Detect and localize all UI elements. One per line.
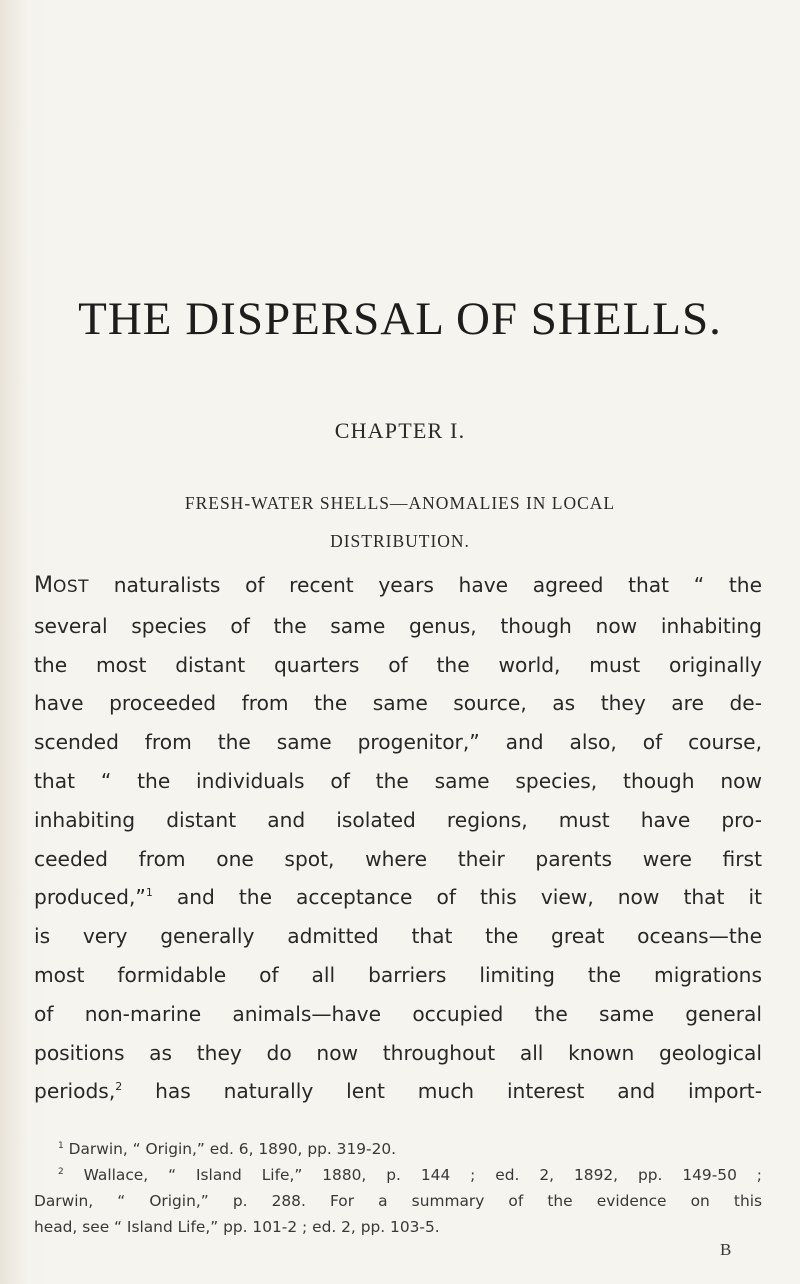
text-line: have proceeded from the same source, as they are de- [34, 691, 762, 716]
text-line: is very generally admitted that the great oceans—the [34, 924, 762, 949]
footnote-2-continued: Darwin, “ Origin,” p. 288. For a summary of the evidence on this [34, 1192, 762, 1210]
text-line: scended from the same progenitor,” and also, of course, [34, 730, 762, 755]
text-line [34, 566, 762, 607]
text-line: most formidable of all barriers limiting the migrations [34, 962, 762, 987]
text-line: several species of the same genus, though now inhabiting [34, 613, 762, 638]
footnote-reference: 2 [115, 1080, 123, 1094]
text-line: positions as they do now throughout all known geological [34, 1040, 762, 1065]
text-segment: produced,” [34, 885, 146, 910]
footnote-mark: 1 [58, 1141, 64, 1151]
chapter-subtitle [60, 484, 740, 560]
text-segment: periods, [34, 1079, 116, 1104]
text-segment: naturalists of recent years have agreed that “ the [89, 573, 762, 597]
small-caps-word: OST [52, 577, 90, 597]
text-segment: and the acceptance of this view, now that it [152, 885, 762, 910]
body-text [34, 566, 762, 1111]
signature-mark: B [720, 1240, 732, 1259]
text-line [34, 878, 762, 917]
footnote-2-continued: head, see “ Island Life,” pp. 101-2 ; ed. 2, pp. 103-5. [34, 1218, 440, 1236]
text-line [34, 1072, 762, 1111]
text-segment: has naturally lent much interest and import- [122, 1079, 762, 1104]
footnote-text: Wallace, “ Island Life,” 1880, p. 144 ; ed. 2, 1892, pp. 149-50 ; [63, 1166, 762, 1184]
book-title: THE DISPERSAL OF SHELLS. [78, 293, 722, 345]
drop-initial: M [34, 573, 53, 598]
footnote-1 [34, 1136, 762, 1162]
footnote-text: Darwin, “ Origin,” ed. 6, 1890, pp. 319-20. [63, 1140, 397, 1158]
footnote-2 [34, 1162, 762, 1188]
text-line: the most distant quarters of the world, must originally [34, 652, 762, 677]
subtitle-line: FRESH-WATER SHELLS—ANOMALIES IN LOCAL [184, 493, 616, 513]
footnote-mark: 2 [58, 1167, 64, 1177]
subtitle-line: DISTRIBUTION. [330, 531, 470, 551]
text-line: that “ the individuals of the same species, though now [34, 768, 762, 793]
footnote-reference: 1 [145, 886, 153, 900]
text-line: of non-marine animals—have occupied the same general [34, 1001, 762, 1026]
text-line: inhabiting distant and isolated regions, must have pro- [34, 807, 762, 832]
text-line: ceeded from one spot, where their parents were first [34, 846, 762, 871]
chapter-heading: CHAPTER I. [334, 418, 466, 443]
footnotes [34, 1136, 762, 1240]
